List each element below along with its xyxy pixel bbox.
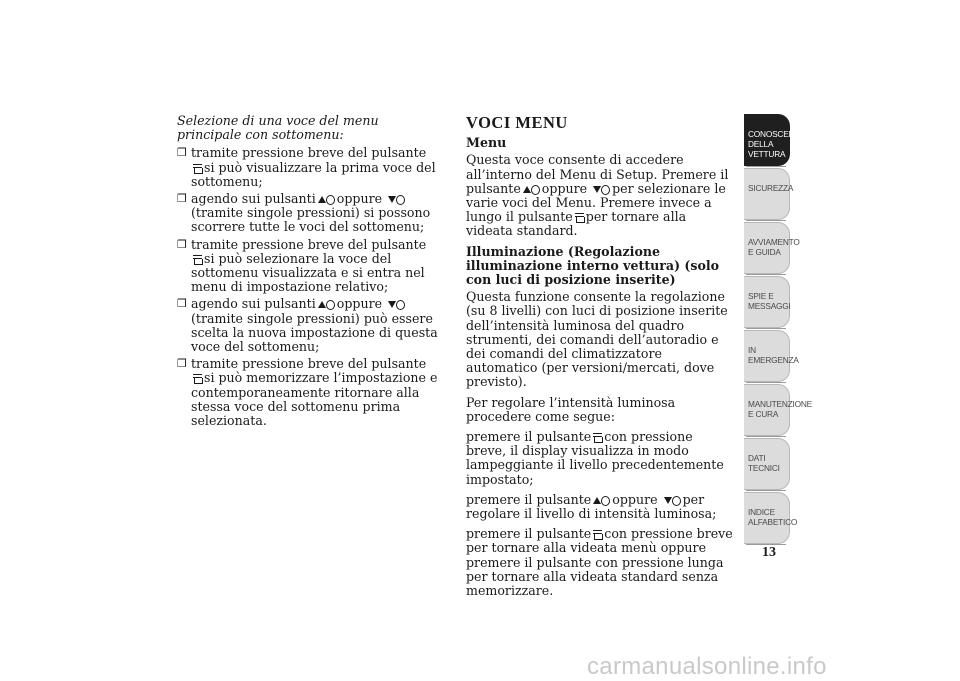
ok-button-icon — [593, 432, 602, 443]
ok-button-icon — [593, 529, 602, 540]
left-column — [177, 114, 439, 431]
ok-button-icon — [193, 163, 202, 174]
tab-sicurezza[interactable]: SICUREZZA — [744, 168, 790, 220]
bullet-mark-icon: ❒ — [177, 237, 187, 251]
bullet-mark-icon: ❒ — [177, 297, 187, 311]
tab-avviamento-e-guida[interactable]: AVVIAMENTO E GUIDA — [744, 222, 790, 274]
bullet-item: ❒ tramite pressione breve del pulsantesi può visualizzare la prima voce del sottomenu; — [177, 145, 436, 189]
down-button-icon — [664, 495, 681, 506]
menu-subheading: Menu — [466, 135, 507, 151]
bullet-mark-icon: ❒ — [177, 146, 187, 160]
step-item: premere il pulsante con pressione breve per tornare alla videata menù oppure premere il pulsante con pressione lunga per tornare alla videata standard senza memorizzare. — [466, 526, 733, 599]
bullet-item: ❒ agendo sui pulsanti oppure (tramite singole pressioni) può essere scelta la nuova impostazione di questa voce del sottomenu; — [177, 296, 438, 355]
down-button-icon — [593, 184, 610, 195]
illumination-paragraph: Questa funzione consente la regolazione (su 8 livelli) con luci di posizione inserite dell’intensità luminosa del quadro strumenti, dei comandi dell’autoradio e dei comandi del climatizzatore automatico (per versioni/mercati, dove previsto). — [466, 289, 728, 390]
ok-button-icon — [193, 254, 202, 265]
illumination-subheading: Illuminazione (Regolazione illuminazione interno vettura) (solo con luci di posizione inserite) — [466, 243, 720, 288]
up-button-icon — [523, 184, 540, 195]
down-button-icon — [388, 299, 405, 310]
page-number: 13 — [762, 545, 776, 560]
bullet-item: ❒ tramite pressione breve del pulsantesi può memorizzare l’impostazione e contemporaneamente ritornare alla stessa voce del sottomenu prima selezionata. — [177, 356, 438, 429]
bullet-mark-icon: ❒ — [177, 192, 187, 206]
up-button-icon — [593, 495, 610, 506]
down-button-icon — [388, 194, 405, 205]
bullet-mark-icon: ❒ — [177, 357, 187, 371]
tab-conoscenza-della-vettura[interactable]: CONOSCENZA DELLA VETTURA — [744, 114, 790, 166]
tab-dati-tecnici[interactable]: DATI TECNICI — [744, 438, 790, 490]
watermark: carmanualsonline.info — [587, 653, 827, 680]
tab-in-emergenza[interactable]: IN EMERGENZA — [744, 330, 790, 382]
tab-manutenzione-e-cura[interactable]: MANUTENZIONE E CURA — [744, 384, 790, 436]
submenu-intro: Selezione di una voce del menu principale con sottomenu: — [177, 113, 379, 143]
ok-button-icon — [575, 212, 584, 223]
tab-spie-e-messaggi[interactable]: SPIE E MESSAGGI — [744, 276, 790, 328]
step-item: premere il pulsante oppure per regolare il livello di intensità luminosa; — [466, 491, 717, 522]
illumination-instructions: Per regolare l’intensità luminosa procedere come segue: — [466, 394, 676, 424]
section-heading: VOCI MENU — [466, 113, 568, 132]
step-item: premere il pulsante con pressione breve, il display visualizza in modo lampeggiante il livello precedentemente impostato; — [466, 429, 724, 487]
right-column — [466, 113, 734, 604]
up-button-icon — [318, 299, 335, 310]
tab-indice-alfabetico[interactable]: INDICE ALFABETICO — [744, 492, 790, 544]
chapter-tabs — [744, 114, 812, 546]
bullet-item: ❒ agendo sui pulsanti oppure (tramite singole pressioni) si possono scorrere tutte le voci del sottomenu; — [177, 191, 431, 235]
ok-button-icon — [193, 373, 202, 384]
menu-paragraph: Questa voce consente di accedere all’interno del Menu di Setup. Premere il pulsante oppure per selezionare le varie voci del Menu. Premere invece a lungo il pulsante per tornare alla videata standard. — [466, 152, 729, 239]
up-button-icon — [318, 194, 335, 205]
bullet-item: ❒ tramite pressione breve del pulsantesi può selezionare la voce del sottomenu visualizzata e si entra nel menu di impostazione relativo; — [177, 236, 427, 295]
